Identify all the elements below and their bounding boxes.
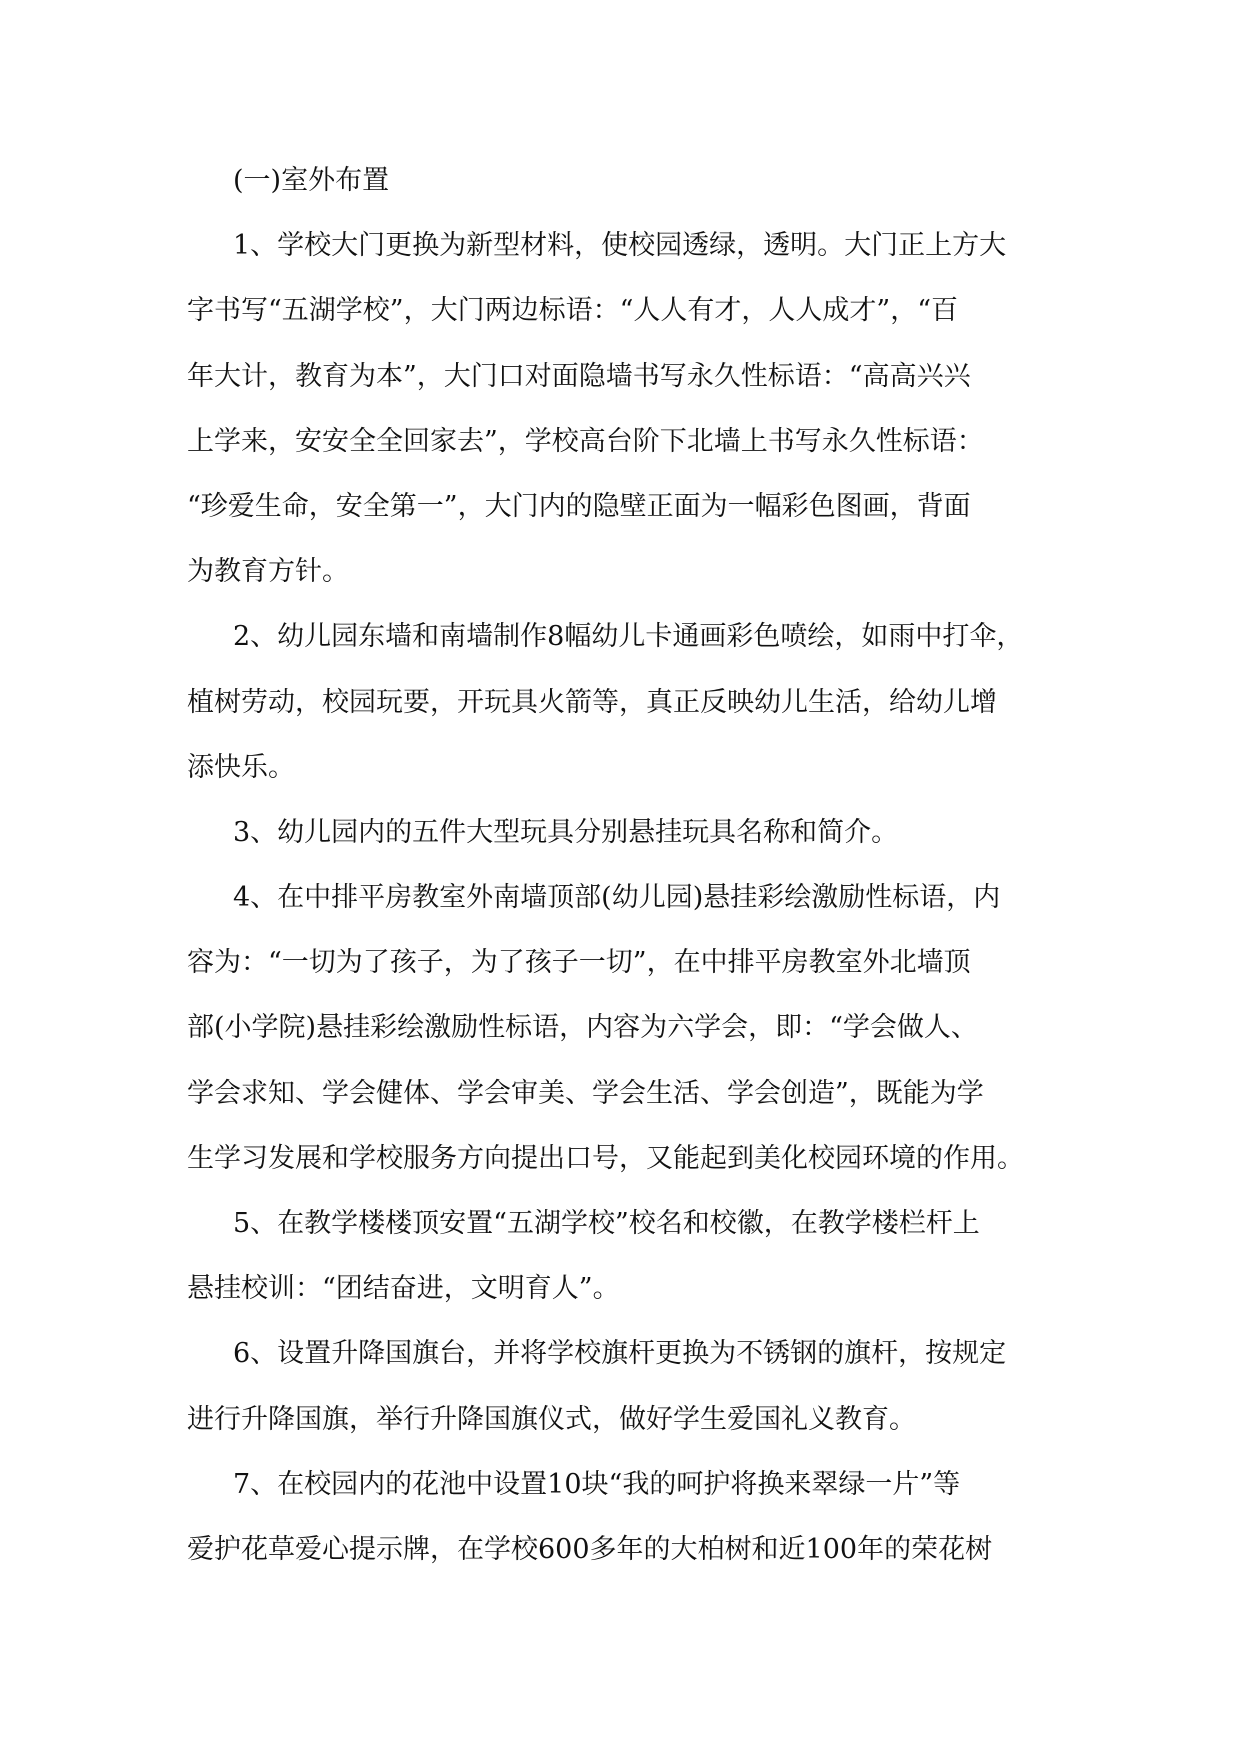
paragraph-line: 上学来，安安全全回家去”，学校高台阶下北墙上书写永久性标语： <box>187 425 984 457</box>
paragraph-line: 为教育方针。 <box>187 556 349 588</box>
paragraph-line: 植树劳动，校园玩要，开玩具火箭等，真正反映幼儿生活，给幼儿增 <box>187 686 997 718</box>
paragraph-line: 3、幼儿园内的五件大型玩具分别悬挂玩具名称和简介。 <box>233 816 899 848</box>
paragraph-line: 悬挂校训：“团结奋进，文明育人”。 <box>187 1273 620 1305</box>
section-heading: (一)室外布置 <box>233 165 390 196</box>
paragraph-line: “珍爱生命，安全第一”，大门内的隐壁正面为一幅彩色图画，背面 <box>187 490 971 522</box>
paragraph-line: 6、设置升降国旗台，并将学校旗杆更换为不锈钢的旗杆，按规定 <box>233 1338 1007 1370</box>
paragraph-line: 容为：“一切为了孩子，为了孩子一切”，在中排平房教室外北墙顶 <box>187 947 971 979</box>
paragraph-line: 7、在校园内的花池中设置10块“我的呵护将换来翠绿一片”等 <box>233 1468 961 1500</box>
paragraph-line: 1、学校大门更换为新型材料，使校园透绿，透明。大门正上方大 <box>233 230 1007 262</box>
paragraph-line: 字书写“五湖学校”，大门两边标语：“人人有才，人人成才”，“百 <box>187 295 959 327</box>
paragraph-line: 添快乐。 <box>187 751 295 783</box>
document-body <box>187 158 1067 1592</box>
paragraph-line: 2、幼儿园东墙和南墙制作8幅幼儿卡通画彩色喷绘，如雨中打伞， <box>233 621 1024 653</box>
paragraph-line: 年大计，教育为本”，大门口对面隐墙书写永久性标语：“高高兴兴 <box>187 360 971 392</box>
paragraph-line: 5、在教学楼楼顶安置“五湖学校”校名和校徽，在教学楼栏杆上 <box>233 1208 980 1239</box>
paragraph-line: 爱护花草爱心提示牌，在学校600多年的大柏树和近100年的荣花树 <box>187 1533 993 1565</box>
paragraph-line: 4、在中排平房教室外南墙顶部(幼儿园)悬挂彩绘激励性标语，内 <box>233 882 1001 914</box>
paragraph-line: 部(小学院)悬挂彩绘激励性标语，内容为六学会，即：“学会做人、 <box>187 1012 978 1044</box>
paragraph-line: 生学习发展和学校服务方向提出口号，又能起到美化校园环境的作用。 <box>187 1142 1024 1174</box>
paragraph-line: 学会求知、学会健体、学会审美、学会生活、学会创造”，既能为学 <box>187 1077 984 1109</box>
paragraph-line: 进行升降国旗，举行升降国旗仪式，做好学生爱国礼义教育。 <box>187 1403 916 1435</box>
